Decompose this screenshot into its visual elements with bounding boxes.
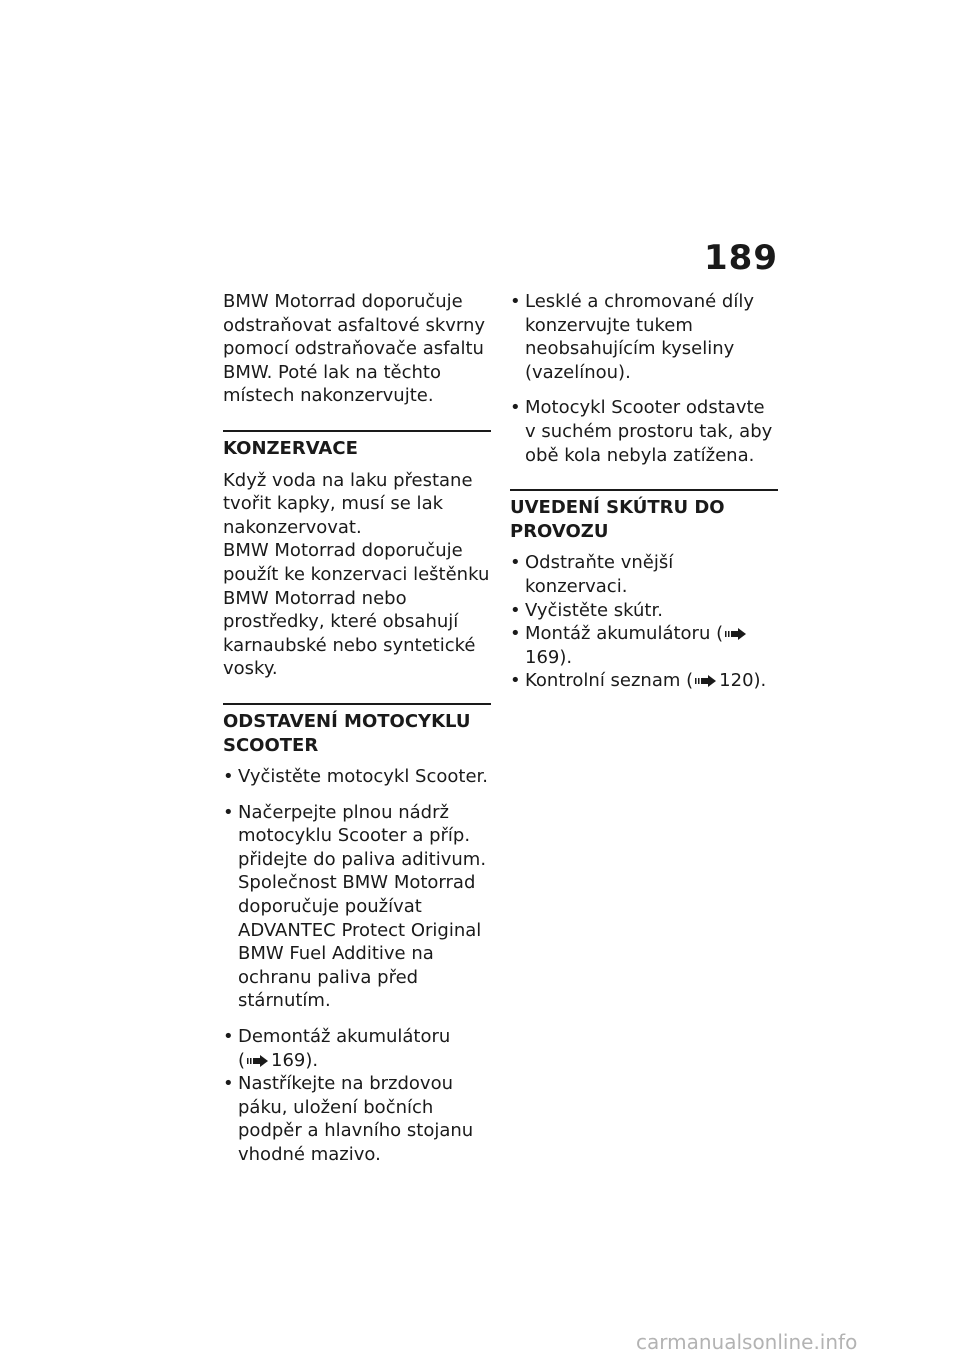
section-heading: ODSTAVENÍ MOTOCYKLU SCOOTER <box>223 710 471 756</box>
list-item-text: Vyčistěte motocykl Scooter. <box>238 766 489 788</box>
bullet-dot-icon: • <box>510 670 521 692</box>
bullet-list <box>510 551 778 693</box>
list-item <box>510 290 778 384</box>
list-item-text: Nastříkejte na brzdovou páku, uložení bočních podpěr a hlavního stojanu vhodné mazivo. <box>238 1073 474 1165</box>
list-item-text: Demontáž akumulátoru <box>238 1026 451 1048</box>
list-item-text: Vyčistěte skútr. <box>525 599 663 621</box>
page-reference-link[interactable]: 169). <box>525 646 573 668</box>
list-item: • Kontrolní seznam ( 120). <box>510 670 767 692</box>
page-reference-arrow-icon[interactable] <box>247 1055 269 1067</box>
bullet-list <box>510 290 778 467</box>
list-item: • Montáž akumulátoru (169). <box>510 622 778 669</box>
bullet-dot-icon: • <box>223 801 234 823</box>
right-column <box>510 290 778 693</box>
page-reference-link[interactable]: 169). <box>271 1049 319 1071</box>
list-item <box>510 599 778 623</box>
section-konzervace <box>223 430 491 681</box>
list-item-text: Motocykl Scooter odstavte v suchém prostoru tak, aby obě kola nebyla zatížena. <box>525 397 773 466</box>
list-item <box>223 801 491 1013</box>
watermark: carmanualsonline.info <box>636 1330 858 1354</box>
list-item-text: Načerpejte plnou nádrž motocyklu Scooter a příp. přidejte do paliva aditivum. Společnost BMW Motorrad doporučuje používat ADVANTEC Protect Original BMW Fuel Additive na ochranu paliva před stárnutím. <box>238 801 487 1012</box>
list-item-text: Odstraňte vnější konzervaci. <box>525 552 674 597</box>
page-reference-arrow-icon[interactable] <box>695 675 717 687</box>
intro-paragraph: BMW Motorrad doporučuje odstraňovat asfaltové skvrny pomocí odstraňovače asfaltu BMW. Poté lak na těchto místech nakonzervujte. <box>223 291 486 407</box>
list-item <box>223 765 491 789</box>
bullet-dot-icon: • <box>223 1026 234 1048</box>
bullet-dot-icon: • <box>510 599 521 621</box>
bullet-dot-icon: • <box>510 397 521 419</box>
list-item <box>510 551 778 598</box>
bullet-dot-icon: • <box>223 1073 234 1095</box>
section-heading: KONZERVACE <box>223 437 358 459</box>
bullet-dot-icon: • <box>510 623 521 645</box>
list-item-text: Montáž akumulátoru <box>525 623 711 645</box>
left-column <box>223 290 491 1167</box>
page-reference-arrow-icon[interactable] <box>725 628 747 640</box>
list-item <box>223 1072 491 1166</box>
section-heading: UVEDENÍ SKÚTRU DO PROVOZU <box>510 497 725 542</box>
page-reference-link[interactable]: 120). <box>719 670 767 692</box>
bullet-dot-icon: • <box>510 291 521 312</box>
section-uvedeni <box>510 489 778 693</box>
page-number: 189 <box>704 238 778 278</box>
bullet-dot-icon: • <box>223 766 234 788</box>
list-item-text: Kontrolní seznam <box>525 670 681 692</box>
list-item <box>510 396 778 467</box>
list-item-text: Lesklé a chromované díly konzervujte tukem neobsahujícím kyseliny (vazelínou). <box>525 291 754 383</box>
bullet-dot-icon: • <box>510 552 521 574</box>
section-odstaveni <box>223 703 491 1167</box>
paragraph: Když voda na laku přestane tvořit kapky, musí se lak nakonzervovat. <box>223 469 473 538</box>
bullet-list <box>223 765 491 1167</box>
paragraph: BMW Motorrad doporučuje použít ke konzervaci leštěnku BMW Motorrad nebo prostředky, které obsahují karnaubské nebo syntetické vosky. <box>223 540 490 680</box>
list-item: • Demontáž akumulátoru ( 169). <box>223 1026 451 1071</box>
